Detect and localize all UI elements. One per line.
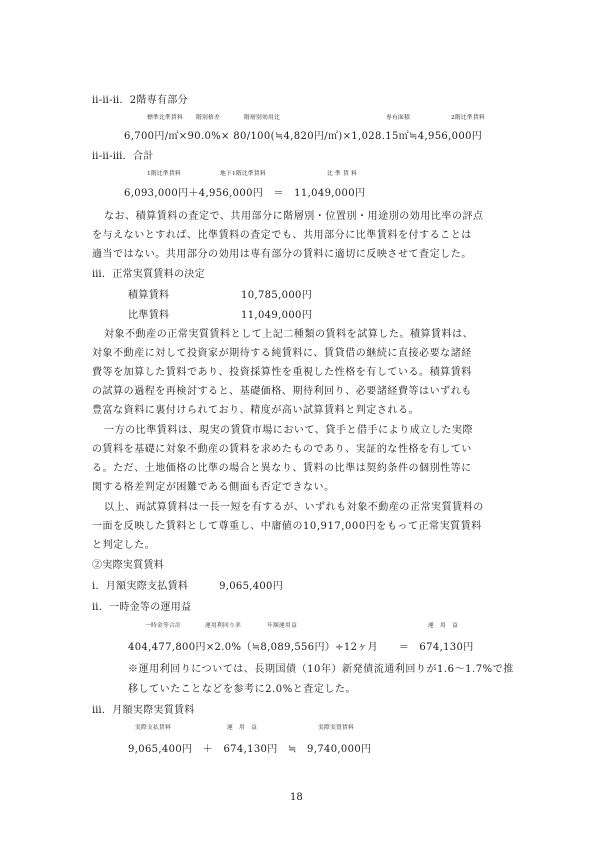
label-exclusive-area: 専有面積 [386, 115, 410, 121]
label-actual-payment: 実際支払賃料 [135, 725, 171, 731]
section-heading-normal-rent: ⅲ．正常実質賃料の決定 [92, 269, 205, 280]
formula-actual-real-rent: 9,065,400円 ＋ 674,130円 ≒ 9,740,000円 [128, 744, 372, 755]
paragraph-line: 豊富な資料に裏付けられており、精度が高い試算賃料と判定される。 [92, 405, 420, 416]
paragraph-line: 以上、両試算賃料は一長一短を有するが、いずれも対象不動産の正常実質賃料の [104, 502, 484, 513]
label-actual-real-rent: 実際実質賃料 [318, 725, 354, 731]
formula-total: 6,093,000円＋4,956,000円 ＝ 11,049,000円 [124, 188, 366, 199]
note-line: ※運用利回りについては、長期国債（10年）新発債流通利回りが1.6～1.7%で推 [128, 664, 514, 675]
paragraph-line: 対象不動産の正常実質賃料として上記二種類の賃料を試算した。積算賃料は、 [104, 329, 474, 340]
label-1f-rent: 1階比準賃料 [147, 171, 181, 177]
paragraph-line: の試算の過程を再検討すると、基礎価格、期待利回り、必要諸経費等はいずれも [92, 386, 472, 397]
label-comparison-rent: 比 準 賃 料 [327, 171, 358, 177]
label-yield: 運 用 益 [227, 725, 257, 731]
section-heading-monthly-payment: ⅰ．月額実際支払賃料 9,065,400円 [92, 581, 283, 592]
formula-yield: 404,477,800円×2.0%（≒8,089,556円）÷12ヶ月 ＝ 674,130円 [128, 642, 474, 653]
paragraph-line: 一方の比準賃料は、現実の賃貸市場において、貸手と借手により成立した実際 [104, 425, 474, 436]
section-heading-deposit-yield: ⅱ．一時金等の運用益 [92, 602, 192, 613]
label-yield: 運 用 益 [428, 623, 458, 629]
row-label-comparison-rent: 比準賃料 [128, 310, 170, 321]
formula-2f-rent: 6,700円/㎡×90.0%× 80/100(≒4,820円/㎡)×1,028.15㎡≒4,956,000円 [124, 131, 483, 142]
label-deposit-total: 一時金等合計 [145, 623, 181, 629]
label-floor-utility: 階層別効用比 [244, 115, 280, 121]
note-line: 移していたことなどを参考に2.0%と査定した。 [128, 684, 357, 695]
label-standard-rent: 標準比準賃料 [147, 115, 183, 121]
label-floor-diff: 階別格差 [196, 115, 220, 121]
section-heading-total: ⅱ-ⅱ-ⅲ．合計 [92, 151, 154, 162]
section-heading-actual-rent: ②実際実質賃料 [92, 560, 165, 571]
paragraph-line: を与えないとすれば、比準賃料の査定でも、共用部分に比準賃料を付することは [92, 230, 472, 241]
paragraph-line: の賃料を基礎に対象不動産の賃料を求めたものであり、実証的な性格を有してい [92, 444, 472, 455]
paragraph-line: 関する格差判定が困難である側面も否定できない。 [92, 482, 335, 493]
paragraph-line: 対象不動産に対して投資家が期待する純賃料に、賃貸借の継続に直接必要な諸経 [92, 348, 472, 359]
label-annual-yield: 年額運用益 [267, 623, 297, 629]
row-label-accumulated-rent: 積算賃料 [128, 290, 170, 301]
row-value-comparison-rent: 11,049,000円 [241, 310, 313, 321]
row-value-accumulated-rent: 10,785,000円 [241, 290, 313, 301]
label-yield-rate: 運用利回り率 [205, 623, 241, 629]
section-heading-2f-exclusive: ⅱ-ⅱ-ⅱ．2階専有部分 [92, 95, 188, 106]
section-heading-monthly-actual: ⅲ．月額実際実質賃料 [92, 705, 195, 716]
paragraph-line: 費等を加算した賃料であり、投資採算性を重視した性格を有している。積算賃料 [92, 367, 472, 378]
paragraph-line: なお、積算賃料の査定で、共用部分に階層別・位置別・用途別の効用比率の評点 [104, 211, 484, 222]
paragraph-line: 一面を反映した賃料として尊重し、中庸値の10,917,000円をもって正常実質賃料 [92, 521, 482, 532]
paragraph-line: と判定した。 [92, 540, 156, 551]
paragraph-line: 適当ではない。共用部分の効用は専有部分の賃料に適切に反映させて査定した。 [92, 249, 472, 260]
page-number: 18 [290, 792, 303, 803]
paragraph-line: る。ただ、土地価格の比準の場合と異なり、賃料の比準は契約条件の個別性等に [92, 463, 472, 474]
label-2f-rent: 2階比準賃料 [451, 115, 485, 121]
label-b1-rent: 地下1階比準賃料 [220, 171, 266, 177]
